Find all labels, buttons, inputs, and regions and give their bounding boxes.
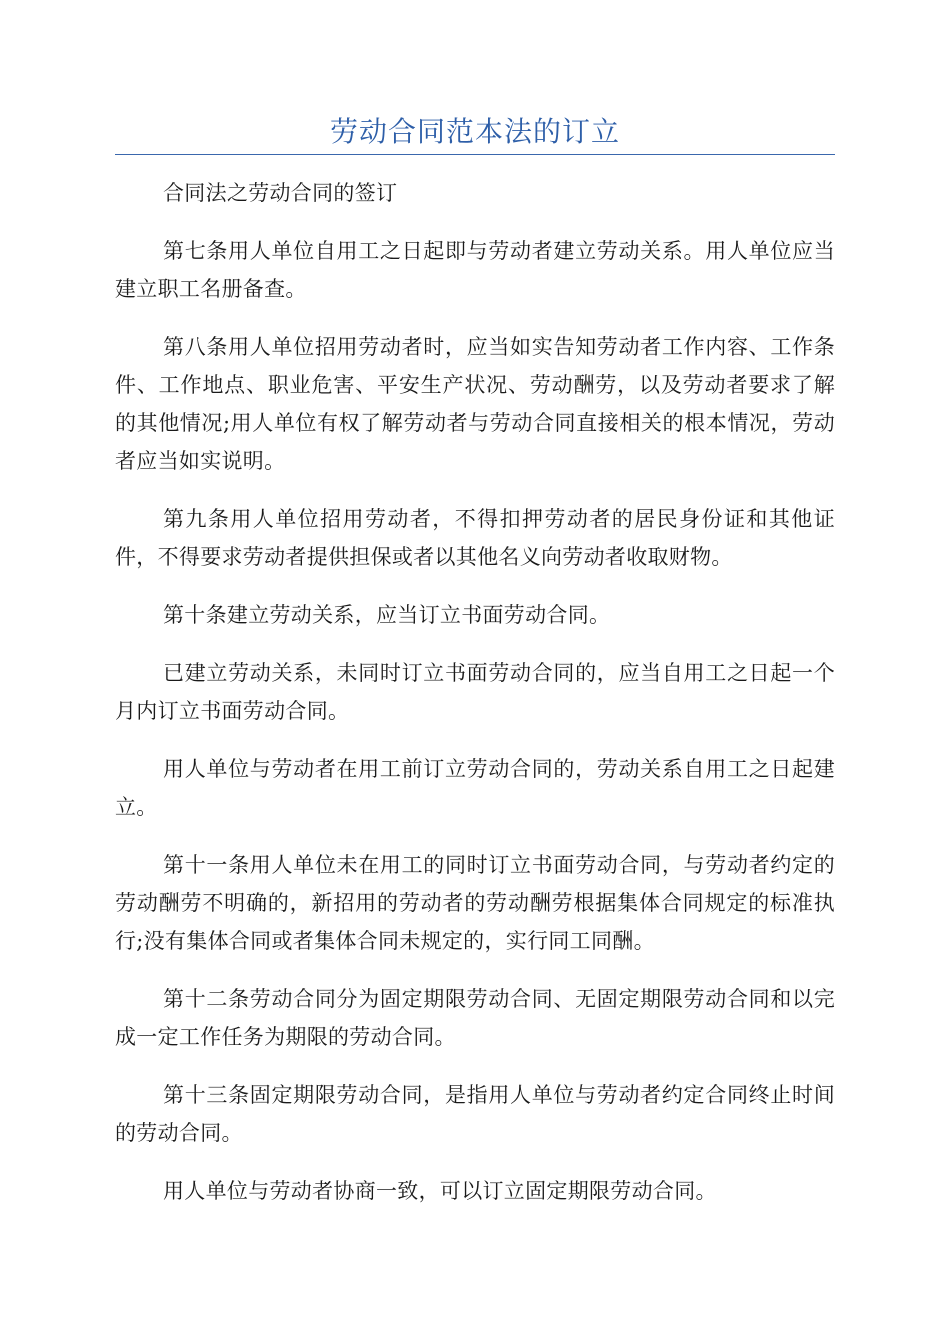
paragraph-article-13: 第十三条固定期限劳动合同，是指用人单位与劳动者约定合同终止时间的劳动合同。 — [115, 1083, 835, 1145]
document-body — [115, 174, 835, 1230]
paragraph-article-10: 第十条建立劳动关系，应当订立书面劳动合同。 — [163, 603, 611, 627]
paragraph-heading: 合同法之劳动合同的签订 — [163, 181, 398, 205]
paragraph-article-13-clause-2: 用人单位与劳动者协商一致，可以订立固定期限劳动合同。 — [163, 1179, 717, 1203]
paragraph-article-9: 第九条用人单位招用劳动者，不得扣押劳动者的居民身份证和其他证件，不得要求劳动者提供担保或者以其他名义向劳动者收取财物。 — [115, 507, 835, 569]
title-underline — [115, 154, 835, 155]
paragraph-article-7: 第七条用人单位自用工之日起即与劳动者建立劳动关系。用人单位应当建立职工名册备查。 — [115, 239, 835, 301]
paragraph-article-8: 第八条用人单位招用劳动者时，应当如实告知劳动者工作内容、工作条件、工作地点、职业危害、平安生产状况、劳动酬劳，以及劳动者要求了解的其他情况;用人单位有权了解劳动者与劳动合同直接相关的根本情况，劳动者应当如实说明。 — [115, 335, 835, 473]
document-title: 劳动合同范本法的订立 — [329, 115, 620, 148]
paragraph-article-11: 第十一条用人单位未在用工的同时订立书面劳动合同，与劳动者约定的劳动酬劳不明确的，新招用的劳动者的劳动酬劳根据集体合同规定的标准执行;没有集体合同或者集体合同未规定的，实行同工同酬。 — [115, 853, 835, 953]
paragraph-article-12: 第十二条劳动合同分为固定期限劳动合同、无固定期限劳动合同和以完成一定工作任务为期限的劳动合同。 — [115, 987, 835, 1049]
paragraph-article-10-clause-2: 已建立劳动关系，未同时订立书面劳动合同的，应当自用工之日起一个月内订立书面劳动合同。 — [115, 661, 835, 723]
paragraph-article-10-clause-3: 用人单位与劳动者在用工前订立劳动合同的，劳动关系自用工之日起建立。 — [115, 757, 835, 819]
